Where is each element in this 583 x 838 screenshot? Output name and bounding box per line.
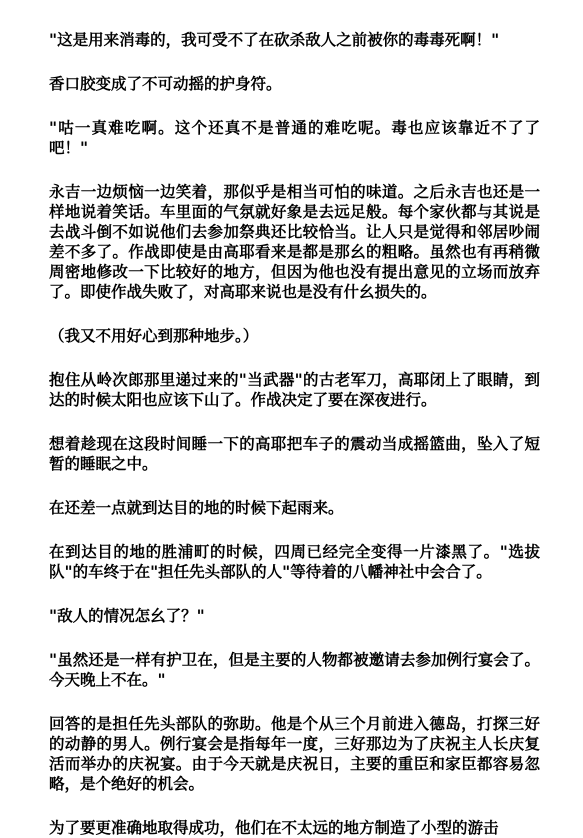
paragraph-8: 在还差一点就到达目的地的时候下起雨来。: [49, 498, 344, 517]
paragraph-2: 香口胶变成了不可动摇的护身符。: [49, 74, 282, 93]
paragraph-7: 想着趁现在这段时间睡一下的高耶把车子的震动当成摇篮曲，坠入了短暂的睡眠之中。: [49, 434, 540, 473]
paragraph-9: 在到达目的地的胜浦町的时候，四周已经完全变得一片漆黑了。"选拔队"的车终于在"担任先头部队的人"等待着的八幡神社中会合了。: [49, 542, 540, 581]
paragraph-10: "敌人的情况怎幺了？": [49, 606, 205, 625]
paragraph-5: （我又不用好心到那种地步。）: [49, 326, 259, 345]
paragraph-3: "咕一真难吃啊。这个还真不是普通的难吃呢。毒也应该靠近不了了吧！": [49, 118, 540, 157]
paragraph-13: 为了要更准确地取得成功，他们在不太远的地方制造了小型的游击: [49, 818, 499, 837]
paragraph-4: 永吉一边烦恼一边笑着，那似乎是相当可怕的味道。之后永吉也还是一样地说着笑话。车里面的气氛就好象是去远足般。每个家伙都与其说是去战斗倒不如说他们去参加祭典还比较恰当。让人只是觉得和邻居吵闹差不多了。作战即使是由高耶看来是都是那幺的粗略。虽然也有再稍微周密地修改一下比较好的地方，但因为他也没有提出意见的立场而放弃了。即使作战失败了，对高耶来说也是没有什幺损失的。: [49, 182, 540, 301]
paragraph-12: 回答的是担任先头部队的弥助。他是个从三个月前进入德岛，打探三好的动静的男人。例行宴会是指每年一度，三好那边为了庆祝主人长庆复活而举办的庆祝宴。由于今天就是庆祝日，主要的重臣和家臣都容易忽略，是个绝好的机会。: [49, 714, 540, 793]
paragraph-6: 抱住从岭次郎那里递过来的"当武器"的古老军刀，高耶闭上了眼睛，到达的时候太阳也应该下山了。作战决定了要在深夜进行。: [49, 370, 540, 409]
paragraph-1: "这是用来消毒的，我可受不了在砍杀敌人之前被你的毒毒死啊！": [49, 30, 500, 49]
paragraph-11: "虽然还是一样有护卫在，但是主要的人物都被邀请去参加例行宴会了。今天晚上不在。": [49, 650, 540, 689]
